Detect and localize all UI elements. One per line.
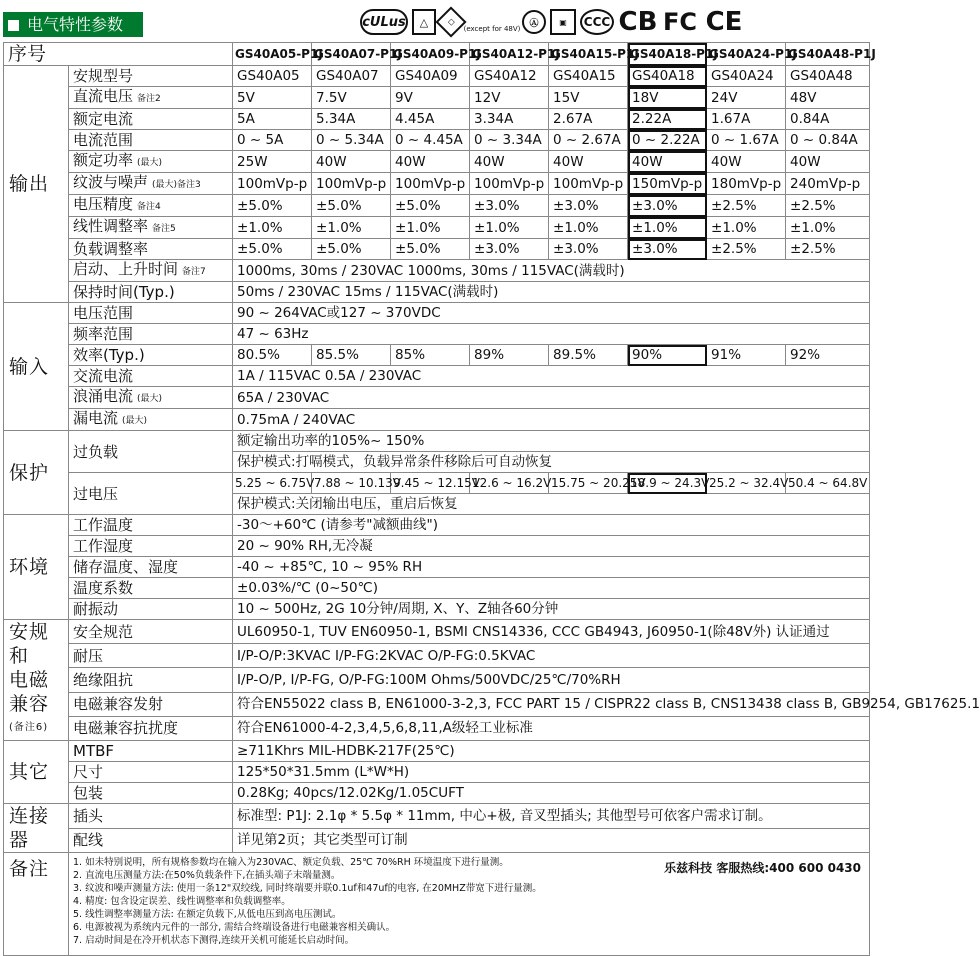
dc-voltage-label — [69, 87, 233, 109]
se-row-emc-emission — [4, 692, 870, 716]
voltage-range-value: 90 ~ 264VAC或127 ~ 370VDC — [233, 303, 870, 324]
env-row-op-temp — [4, 515, 870, 536]
remark-item: 6. 电源被视为系统内元件的一部分, 需结合终端设备进行电磁兼容相关确认。 — [73, 922, 396, 933]
voltage-accuracy-value: ±2.5% — [786, 195, 870, 217]
output-row-dc_voltage — [4, 87, 870, 109]
dc-voltage-value: 24V — [707, 87, 786, 109]
certification-logos — [360, 6, 746, 38]
inrush-note: (最大) — [137, 394, 163, 404]
safety-model-value: GS40A15 — [549, 66, 628, 87]
circle-mark-logo: Ⓐ — [522, 10, 546, 34]
hold-time-value: 50ms / 230VAC 15ms / 115VAC(满载时) — [233, 282, 870, 303]
rated-current-label — [69, 109, 233, 130]
line-regulation-label-text: 线性调整率 — [73, 217, 149, 235]
rated-power-note: (最大) — [137, 158, 163, 168]
op-humidity-label — [69, 536, 233, 557]
input-row-inrush — [4, 387, 870, 409]
emc-immunity-label-text: 电磁兼容抗扰度 — [73, 719, 179, 738]
rated-current-value: 0.84A — [786, 109, 870, 130]
category-remarks: 备注 — [4, 853, 69, 956]
current-range-label-text: 电流范围 — [73, 131, 134, 149]
fc-logo: FC — [662, 8, 697, 36]
ac-current-label — [69, 366, 233, 387]
model-header: GS40A24-P1J — [707, 43, 786, 66]
plug-label-text: 插头 — [73, 806, 104, 825]
ripple-value: 100mVp-p — [391, 173, 470, 195]
voltage-accuracy-label-text: 电压精度 — [73, 195, 134, 213]
op-temp-value: -30～+60℃ (请参考"减额曲线") — [233, 515, 870, 536]
se-row-safety-std — [4, 620, 870, 644]
remark-item: 3. 纹波和噪声测量方法: 使用一条12"双绞线, 同时终端要并联0.1uf和47uf的电容, 在20MHZ带宽下进行量测。 — [73, 883, 542, 894]
input-row-freq — [4, 324, 870, 345]
env-row-vibration — [4, 599, 870, 620]
rated-current-value: 3.34A — [470, 109, 549, 130]
model-header: GS40A48-P1J — [786, 43, 870, 66]
dc-voltage-value: 48V — [786, 87, 870, 109]
inrush-label — [69, 387, 233, 409]
efficiency-value: 91% — [707, 345, 786, 366]
load-regulation-value: ±2.5% — [786, 239, 870, 260]
ce-logo: CE — [705, 7, 743, 37]
freq-range-label — [69, 324, 233, 345]
isolation-label — [69, 668, 233, 692]
category-safety-line1: 安规和 — [9, 621, 50, 667]
voltage-accuracy-note: 备注4 — [137, 202, 161, 212]
prot-row-ol1 — [4, 431, 870, 452]
rated-current-value: 4.45A — [391, 109, 470, 130]
line-regulation-value: ±1.0% — [470, 217, 549, 239]
safety-std-value: UL60950-1, TUV EN60950-1, BSMI CNS14336, CCC GB4943, J60950-1(除48V外) 认证通过 — [233, 620, 870, 644]
output-row-startup — [4, 260, 870, 282]
rated-current-value: 5.34A — [312, 109, 391, 130]
rated-power-value: 40W — [786, 151, 870, 173]
rated-power-value: 40W — [628, 151, 707, 173]
load-regulation-value: ±3.0% — [628, 239, 707, 260]
rated-current-value: 1.67A — [707, 109, 786, 130]
input-row-leak — [4, 409, 870, 431]
mtbf-label — [69, 741, 233, 762]
square-bullet-icon — [8, 20, 19, 31]
line-regulation-label — [69, 217, 233, 239]
op-humidity-label-text: 工作湿度 — [73, 537, 134, 555]
startup-note: 备注7 — [182, 267, 206, 277]
dc-voltage-label-text: 直流电压 — [73, 87, 134, 105]
ripple-value: 100mVp-p — [470, 173, 549, 195]
efficiency-value: 89.5% — [549, 345, 628, 366]
other-row-dimension — [4, 762, 870, 783]
dc-voltage-value: 15V — [549, 87, 628, 109]
safety-std-label-text: 安全规范 — [73, 622, 134, 641]
line-regulation-value: ±1.0% — [628, 217, 707, 239]
wiring-label — [69, 828, 233, 853]
conn-row-wiring — [4, 828, 870, 853]
output-row-rated_current — [4, 109, 870, 130]
leakage-label — [69, 409, 233, 431]
env-row-op-humidity — [4, 536, 870, 557]
category-output: 输出 — [4, 66, 69, 303]
safety-model-value: GS40A18 — [628, 66, 707, 87]
plug-label — [69, 804, 233, 829]
output-row-ripple — [4, 173, 870, 195]
box-mark-logo: ▣ — [550, 9, 576, 35]
model-header: GS40A09-P1J — [391, 43, 470, 66]
rated-current-value: 5A — [233, 109, 312, 130]
except-48v-note: (except for 48V) — [463, 25, 521, 33]
voltage-accuracy-value: ±5.0% — [312, 195, 391, 217]
safety-model-value: GS40A24 — [707, 66, 786, 87]
section-title — [3, 12, 143, 37]
line-regulation-value: ±1.0% — [549, 217, 628, 239]
line-regulation-value: ±1.0% — [391, 217, 470, 239]
rated-power-value: 40W — [312, 151, 391, 173]
freq-range-value: 47 ~ 63Hz — [233, 324, 870, 345]
vibration-value: 10 ~ 500Hz, 2G 10分钟/周期, X、Y、Z轴各60分钟 — [233, 599, 870, 620]
diamond-mark-glyph: ◇ — [447, 16, 455, 27]
current-range-value: 0 ~ 2.67A — [549, 130, 628, 151]
output-row-current_range — [4, 130, 870, 151]
cb-logo: CB — [618, 7, 658, 37]
rated-power-label — [69, 151, 233, 173]
dc-voltage-value: 9V — [391, 87, 470, 109]
dimension-label-text: 尺寸 — [73, 763, 104, 781]
triangle-mark-logo: △ — [412, 9, 436, 35]
efficiency-value: 85.5% — [312, 345, 391, 366]
overload-label: 过负载 — [69, 431, 233, 473]
load-regulation-value: ±2.5% — [707, 239, 786, 260]
ripple-value: 240mVp-p — [786, 173, 870, 195]
line-regulation-value: ±1.0% — [233, 217, 312, 239]
ripple-label — [69, 173, 233, 195]
packing-value: 0.28Kg; 40pcs/12.02Kg/1.05CUFT — [233, 783, 870, 804]
safety-model-label — [69, 66, 233, 87]
hold-time-label-text: 保持时间(Typ.) — [73, 283, 175, 301]
leakage-value: 0.75mA / 240VAC — [233, 409, 870, 431]
overvoltage-value: 18.9 ~ 24.3V — [628, 473, 707, 494]
category-connector: 连接器 — [4, 804, 69, 853]
efficiency-value: 89% — [470, 345, 549, 366]
se-row-emc-immunity — [4, 716, 870, 740]
other-row-packing — [4, 783, 870, 804]
output-row-rated_power — [4, 151, 870, 173]
vibration-label — [69, 599, 233, 620]
isolation-value: I/P-O/P, I/P-FG, O/P-FG:100M Ohms/500VDC/25℃/70%RH — [233, 668, 870, 692]
startup-label-text: 启动、上升时间 — [73, 260, 179, 278]
model-header: GS40A12-P1J — [470, 43, 549, 66]
current-range-value: 0 ~ 1.67A — [707, 130, 786, 151]
overvoltage-value: 9.45 ~ 12.15V — [391, 473, 470, 494]
category-safety-line2: 电磁 — [9, 669, 50, 691]
output-row-voltage_accuracy — [4, 195, 870, 217]
emc-immunity-value: 符合EN61000-4-2,3,4,5,6,8,11,A级轻工业标准 — [233, 716, 870, 740]
voltage-accuracy-value: ±5.0% — [391, 195, 470, 217]
dc-voltage-value: 5V — [233, 87, 312, 109]
voltage-accuracy-value: ±3.0% — [628, 195, 707, 217]
se-row-isolation — [4, 668, 870, 692]
ccc-logo: CCC — [580, 9, 614, 35]
hotline-text: 乐兹科技 客服热线:400 600 0430 — [664, 861, 862, 875]
overload-mode-value: 保护模式:打嗝模式，负载异常条件移除后可自动恢复 — [233, 452, 870, 473]
remark-item: 2. 直流电压测量方法:在50%负载条件下,在插头端子末端量测。 — [73, 870, 341, 881]
safety-model-value: GS40A05 — [233, 66, 312, 87]
safety-model-value: GS40A12 — [470, 66, 549, 87]
diamond-mark-logo — [435, 6, 466, 37]
line-regulation-value: ±1.0% — [707, 217, 786, 239]
output-row-load_regulation — [4, 239, 870, 260]
current-range-value: 0 ~ 5.34A — [312, 130, 391, 151]
input-row-ac — [4, 366, 870, 387]
overvoltage-label: 过电压 — [69, 473, 233, 515]
dc-voltage-value: 12V — [470, 87, 549, 109]
efficiency-label-text: 效率(Typ.) — [73, 346, 145, 364]
model-header: GS40A05-P1J — [233, 43, 312, 66]
inrush-label-text: 浪涌电流 — [73, 387, 134, 405]
output-row-line_regulation — [4, 217, 870, 239]
startup-label — [69, 260, 233, 282]
rated-power-value: 40W — [391, 151, 470, 173]
temp-coeff-label-text: 温度系数 — [73, 579, 134, 597]
current-range-value: 0 ~ 2.22A — [628, 130, 707, 151]
seq-header: 序号 — [4, 43, 233, 66]
header-row — [4, 43, 870, 66]
ripple-value: 150mVp-p — [628, 173, 707, 195]
emc-immunity-label — [69, 716, 233, 740]
voltage-accuracy-value: ±3.0% — [549, 195, 628, 217]
overvoltage-value: 12.6 ~ 16.2V — [470, 473, 549, 494]
overvoltage-value: 25.2 ~ 32.4V — [707, 473, 786, 494]
emc-emission-value: 符合EN55022 class B, EN61000-3-2,3, FCC PART 15 / CISPR22 class B, CNS13438 class B, GB9254, GB17625.1 — [233, 692, 870, 716]
category-safety-emc — [4, 620, 69, 741]
load-regulation-value: ±3.0% — [549, 239, 628, 260]
safety-model-value: GS40A09 — [391, 66, 470, 87]
efficiency-value: 92% — [786, 345, 870, 366]
dc-voltage-value: 18V — [628, 87, 707, 109]
remark-item: 4. 精度: 包含设定误差、线性调整率和负载调整率。 — [73, 896, 291, 907]
load-regulation-value: ±3.0% — [470, 239, 549, 260]
output-row-hold — [4, 282, 870, 303]
category-safety-line3: 兼容 — [9, 693, 50, 715]
rated-power-value: 40W — [470, 151, 549, 173]
rated-current-value: 2.67A — [549, 109, 628, 130]
se-row-withstand — [4, 644, 870, 668]
top-bar — [0, 0, 871, 40]
op-temp-label-text: 工作温度 — [73, 516, 134, 534]
overvoltage-value: 50.4 ~ 64.8V — [786, 473, 870, 494]
dimension-value: 125*50*31.5mm (L*W*H) — [233, 762, 870, 783]
current-range-value: 0 ~ 5A — [233, 130, 312, 151]
mtbf-value: ≥711Khrs MIL-HDBK-217F(25℃) — [233, 741, 870, 762]
op-temp-label — [69, 515, 233, 536]
inrush-value: 65A / 230VAC — [233, 387, 870, 409]
section-title-text: 电气特性参数 — [27, 15, 124, 34]
load-regulation-value: ±5.0% — [391, 239, 470, 260]
voltage-accuracy-value: ±2.5% — [707, 195, 786, 217]
efficiency-label — [69, 345, 233, 366]
category-others: 其它 — [4, 741, 69, 804]
voltage-accuracy-value: ±3.0% — [470, 195, 549, 217]
safety-model-value: GS40A48 — [786, 66, 870, 87]
rated-power-value: 40W — [707, 151, 786, 173]
remark-item: 5. 线性调整率测量方法: 在额定负载下,从低电压到高电压测试。 — [73, 909, 342, 920]
dimension-label — [69, 762, 233, 783]
voltage-accuracy-label — [69, 195, 233, 217]
prot-row-ov1 — [4, 473, 870, 494]
other-row-mtbf — [4, 741, 870, 762]
remarks-row — [4, 853, 870, 956]
rated-power-value: 25W — [233, 151, 312, 173]
efficiency-value: 80.5% — [233, 345, 312, 366]
load-regulation-value: ±5.0% — [312, 239, 391, 260]
ripple-note: (最大)备注3 — [152, 180, 201, 190]
leakage-note: (最大) — [122, 416, 148, 426]
rated-power-label-text: 额定功率 — [73, 151, 134, 169]
dc-voltage-note: 备注2 — [137, 94, 161, 104]
voltage-accuracy-value: ±5.0% — [233, 195, 312, 217]
withstand-label-text: 耐压 — [73, 646, 104, 665]
remarks-cell — [69, 853, 870, 956]
line-regulation-value: ±1.0% — [786, 217, 870, 239]
category-environment: 环境 — [4, 515, 69, 620]
withstand-label — [69, 644, 233, 668]
ripple-value: 100mVp-p — [312, 173, 391, 195]
emc-emission-label — [69, 692, 233, 716]
storage-label — [69, 557, 233, 578]
cul-us-logo: cULus — [360, 9, 408, 35]
env-row-storage — [4, 557, 870, 578]
category-protection: 保护 — [4, 431, 69, 515]
current-range-value: 0 ~ 3.34A — [470, 130, 549, 151]
load-regulation-value: ±5.0% — [233, 239, 312, 260]
output-row-safety_model — [4, 66, 870, 87]
input-row-voltage — [4, 303, 870, 324]
voltage-range-label — [69, 303, 233, 324]
emc-emission-label-text: 电磁兼容发射 — [73, 695, 164, 714]
rated-current-value: 2.22A — [628, 109, 707, 130]
temp-coeff-value: ±0.03%/℃ (0~50℃) — [233, 578, 870, 599]
op-humidity-value: 20 ~ 90% RH,无冷凝 — [233, 536, 870, 557]
current-range-label — [69, 130, 233, 151]
env-row-temp-coeff — [4, 578, 870, 599]
conn-row-plug — [4, 804, 870, 829]
ripple-value: 100mVp-p — [549, 173, 628, 195]
category-input: 输入 — [4, 303, 69, 431]
spec-table — [3, 42, 980, 956]
rated-current-label-text: 额定电流 — [73, 110, 134, 128]
overvoltage-value: 7.88 ~ 10.13V — [312, 473, 391, 494]
freq-range-label-text: 频率范围 — [73, 325, 134, 343]
overvoltage-mode-value: 保护模式:关闭输出电压，重启后恢复 — [233, 494, 870, 515]
ac-current-label-text: 交流电流 — [73, 367, 134, 385]
remark-item: 1. 如未特别说明，所有规格参数均在输入为230VAC、额定负载、25℃ 70%RH 环境温度下进行量测。 — [73, 857, 509, 868]
efficiency-value: 90% — [628, 345, 707, 366]
packing-label-text: 包装 — [73, 784, 104, 802]
hold-time-label — [69, 282, 233, 303]
remark-item: 7. 启动时间是在冷开机状态下测得,连续开关机可能延长启动时间。 — [73, 935, 355, 946]
vibration-label-text: 耐振动 — [73, 600, 119, 618]
line-regulation-value: ±1.0% — [312, 217, 391, 239]
wiring-value: 详见第2页；其它类型可订制 — [233, 828, 870, 853]
current-range-value: 0 ~ 0.84A — [786, 130, 870, 151]
safety-model-label-text: 安规型号 — [73, 67, 134, 85]
current-range-value: 0 ~ 4.45A — [391, 130, 470, 151]
input-row-eff — [4, 345, 870, 366]
overvoltage-value: 5.25 ~ 6.75V — [233, 473, 312, 494]
storage-value: -40 ~ +85℃, 10 ~ 95% RH — [233, 557, 870, 578]
storage-label-text: 储存温度、湿度 — [73, 558, 179, 576]
safety-std-label — [69, 620, 233, 644]
wiring-label-text: 配线 — [73, 831, 104, 850]
plug-value: 标准型: P1J: 2.1φ * 5.5φ * 11mm, 中心+极, 音叉型插头; 其他型号可依客户需求订制。 — [233, 804, 870, 829]
rated-power-value: 40W — [549, 151, 628, 173]
load-regulation-label-text: 负载调整率 — [73, 240, 149, 258]
leakage-label-text: 漏电流 — [73, 409, 119, 427]
overload-range-value: 额定输出功率的105%~ 150% — [233, 431, 870, 452]
temp-coeff-label — [69, 578, 233, 599]
overvoltage-value: 15.75 ~ 20.25V — [549, 473, 628, 494]
safety-model-value: GS40A07 — [312, 66, 391, 87]
model-header: GS40A07-P1J — [312, 43, 391, 66]
spec-table-body — [4, 43, 980, 956]
voltage-range-label-text: 电压范围 — [73, 304, 134, 322]
model-header: GS40A15-P1J — [549, 43, 628, 66]
ripple-value: 100mVp-p — [233, 173, 312, 195]
efficiency-value: 85% — [391, 345, 470, 366]
ac-current-value: 1A / 115VAC 0.5A / 230VAC — [233, 366, 870, 387]
mtbf-label-text: MTBF — [73, 742, 115, 760]
category-safety-note: (备注6) — [9, 722, 49, 733]
load-regulation-label — [69, 239, 233, 260]
dc-voltage-value: 7.5V — [312, 87, 391, 109]
ripple-value: 180mVp-p — [707, 173, 786, 195]
startup-value: 1000ms, 30ms / 230VAC 1000ms, 30ms / 115VAC(满载时) — [233, 260, 870, 282]
withstand-value: I/P-O/P:3KVAC I/P-FG:2KVAC O/P-FG:0.5KVAC — [233, 644, 870, 668]
packing-label — [69, 783, 233, 804]
model-header: GS40A18-P1J — [628, 43, 707, 66]
ripple-label-text: 纹波与噪声 — [73, 173, 149, 191]
line-regulation-note: 备注5 — [152, 224, 176, 234]
isolation-label-text: 绝缘阻抗 — [73, 670, 134, 689]
